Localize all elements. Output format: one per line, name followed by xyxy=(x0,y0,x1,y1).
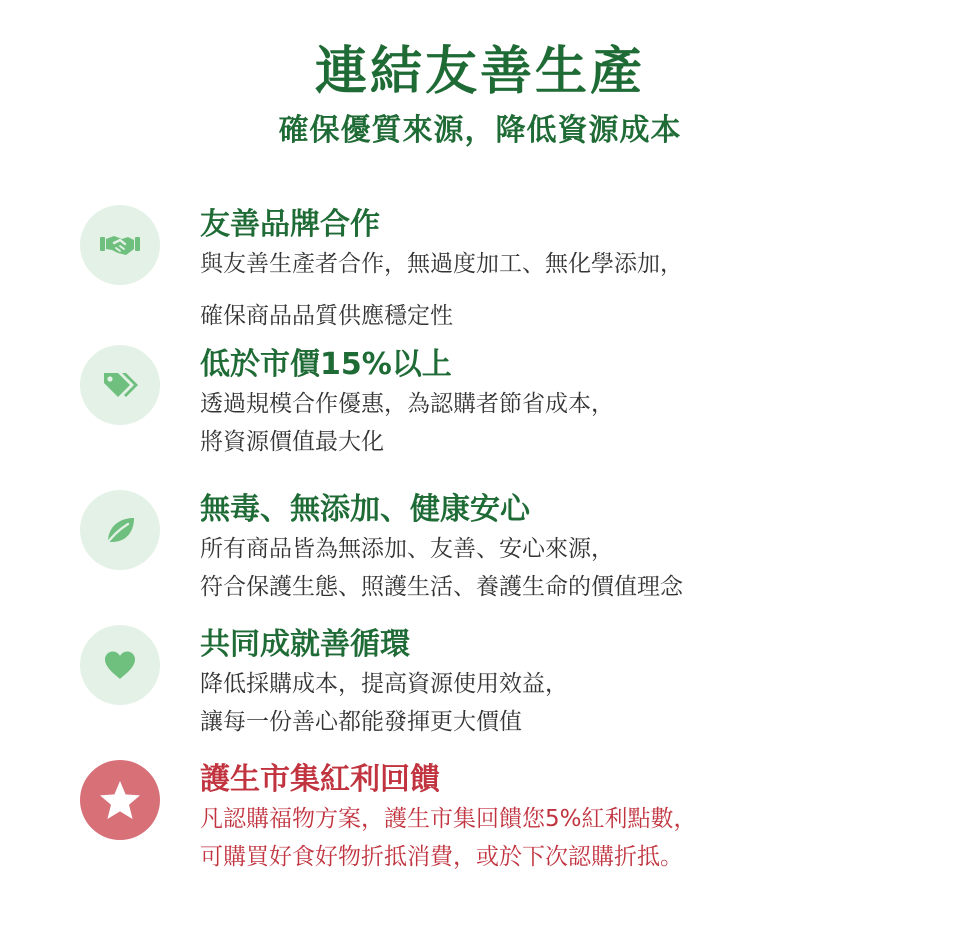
feature-description xyxy=(200,245,930,335)
feature-line: 將資源價值最大化 xyxy=(200,429,384,455)
feature-text xyxy=(200,490,930,606)
feature-line: 與友善生產者合作，無過度加工、無化學添加， xyxy=(200,251,683,277)
price-tag-icon xyxy=(100,369,140,401)
feature-line: 降低採購成本，提高資源使用效益， xyxy=(200,671,568,697)
feature-description xyxy=(200,800,930,876)
feature-line: 凡認購福物方案，護生市集回饋您5%紅利點數， xyxy=(200,806,697,832)
feature-title: 共同成就善循環 xyxy=(200,627,410,662)
feature-line: 可購買好食好物折抵消費，或於下次認購折抵。 xyxy=(200,844,683,870)
feature-line: 確保商品品質供應穩定性 xyxy=(200,303,453,329)
feature-icon-circle xyxy=(80,345,160,425)
feature-text xyxy=(200,345,930,461)
feature-icon-circle xyxy=(80,760,160,840)
header xyxy=(0,0,960,150)
feature-description xyxy=(200,385,930,461)
feature-description xyxy=(200,665,930,741)
feature-icon-circle xyxy=(80,205,160,285)
feature-text xyxy=(200,625,930,741)
heart-icon xyxy=(103,650,137,680)
feature-line: 符合保護生態、照護生活、養護生命的價值理念 xyxy=(200,574,683,600)
star-icon xyxy=(98,779,142,821)
handshake-icon xyxy=(98,231,142,259)
leaf-icon xyxy=(102,512,138,548)
feature-title: 低於市價15%以上 xyxy=(200,347,452,382)
feature-line: 所有商品皆為無添加、友善、安心來源， xyxy=(200,536,614,562)
feature-description xyxy=(200,530,930,606)
feature-icon-circle xyxy=(80,625,160,705)
feature-line: 透過規模合作優惠，為認購者節省成本， xyxy=(200,391,614,417)
feature-line: 讓每一份善心都能發揮更大價值 xyxy=(200,709,522,735)
page-title: 連結友善生產 xyxy=(314,42,645,102)
feature-title: 友善品牌合作 xyxy=(200,207,380,242)
feature-text xyxy=(200,760,930,876)
feature-title: 無毒、無添加、健康安心 xyxy=(200,492,530,527)
page-subtitle: 確保優質來源，降低資源成本 xyxy=(278,113,682,148)
feature-icon-circle xyxy=(80,490,160,570)
feature-text xyxy=(200,205,930,335)
feature-title: 護生市集紅利回饋 xyxy=(200,762,440,797)
